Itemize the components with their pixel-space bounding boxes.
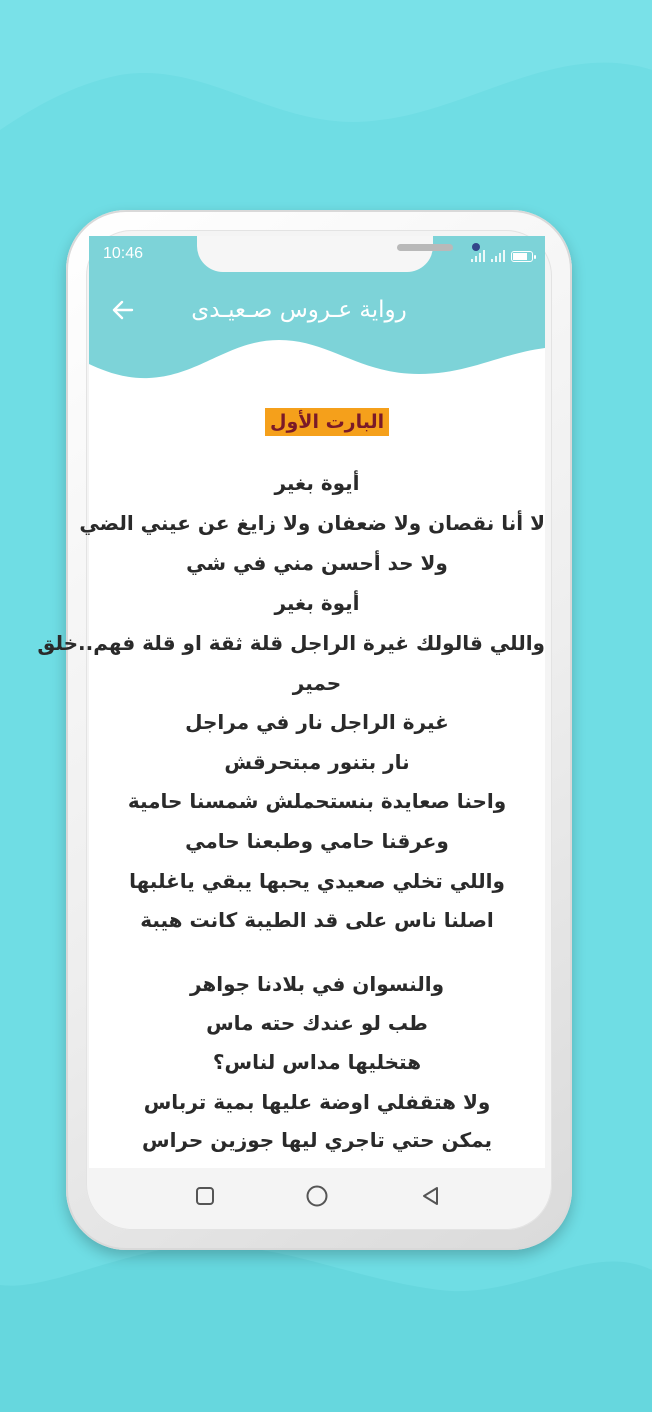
story-line: واللي قالولك غيرة الراجل قلة ثقة او قلة فهم..خلق: [37, 631, 545, 655]
story-line: أيوة بغير: [274, 471, 360, 495]
signal-icon: [471, 250, 485, 262]
story-line: حمير: [292, 671, 342, 695]
story-line: يمكن حتي تاجري ليها جوزين حراس: [141, 1128, 493, 1152]
home-circle-icon: [305, 1184, 329, 1208]
story-line: غيرة الراجل نار في مراجل: [185, 710, 449, 734]
story-line: واحنا صعايدة بنستحملش شمسنا حامية: [127, 789, 507, 813]
story-line: طب لو عندك حته ماس: [206, 1011, 428, 1035]
story-line: ولا هتقفلي اوضة عليها بمية ترباس: [143, 1090, 491, 1114]
story-line: والنسوان في بلادنا جواهر: [189, 972, 445, 996]
story-line: نار بتنور مبتحرقش: [224, 750, 410, 774]
recents-button[interactable]: [193, 1184, 217, 1208]
nav-back-button[interactable]: [419, 1184, 443, 1208]
story-line: ولا حد أحسن مني في شي: [186, 551, 448, 575]
speaker: [397, 244, 453, 251]
story-line: لا أنا نقصان ولا ضعفان ولا زايغ عن عيني الضي: [79, 511, 545, 535]
story-line: وعرقنا حامي وطبعنا حامي: [185, 829, 449, 853]
recents-square-icon: [194, 1185, 216, 1207]
status-time: 10:46: [103, 245, 144, 262]
story-line: اصلنا ناس على قد الطيبة كانت هيبة: [140, 908, 494, 932]
back-triangle-icon: [420, 1185, 442, 1207]
part-title: البارت الأول: [265, 408, 389, 436]
app-bar: [89, 236, 545, 396]
story-line: هتخليها مداس لناس؟: [212, 1050, 422, 1074]
app-title: رواية عـروس صـعيـدى: [191, 297, 407, 323]
story-line: واللي تخلي صعيدي يحبها يبقي ياغلبها: [129, 869, 505, 893]
phone-notch: [197, 236, 433, 272]
back-button[interactable]: [105, 292, 141, 328]
status-icons: [471, 246, 533, 262]
battery-icon: [511, 251, 533, 262]
story-content[interactable]: [37, 396, 545, 1168]
signal-icon: [491, 250, 505, 262]
story-line: أيوة بغير: [274, 591, 360, 615]
phone-screen: [37, 236, 545, 1168]
system-nav-bar: [89, 1168, 545, 1224]
arrow-left-icon: [111, 298, 135, 322]
home-button[interactable]: [305, 1184, 329, 1208]
